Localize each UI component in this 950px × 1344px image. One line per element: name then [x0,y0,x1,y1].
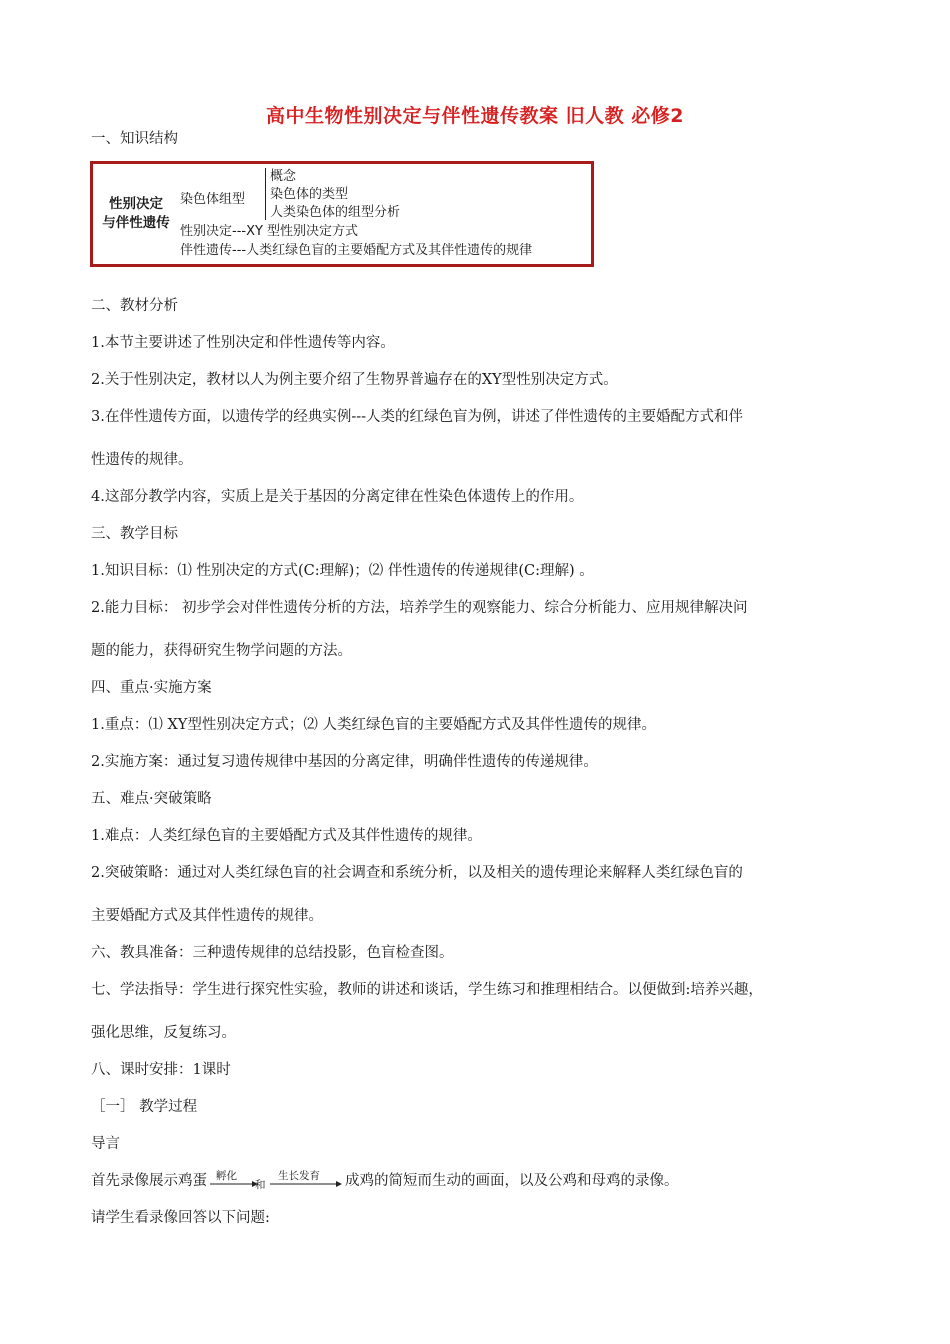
section-heading-teaching-aids: 六、教具准备：三种遗传规律的总结投影，色盲检查图。 [91,945,454,961]
intro-text-end: 成鸡的简短而生动的画面，以及公鸡和母鸡的录像。 [345,1173,679,1189]
diagram-row2: 性别决定---XY 型性别决定方式 [180,224,359,239]
paragraph: 2.能力目标： 初步学会对伴性遗传分析的方法，培养学生的观察能力、综合分析能力、应用规律解决问 [91,600,748,616]
paragraph: 2.关于性别决定，教材以人为例主要介绍了生物界普遍存在的XY型性别决定方式。 [91,372,618,388]
section-heading-key-points: 四、重点·实施方案 [91,680,212,696]
paragraph-question-prompt: 请学生看录像回答以下问题: [91,1210,270,1226]
diagram-row1-label: 染色体组型 [180,192,246,207]
section-heading-difficulties: 五、难点·突破策略 [91,791,212,807]
diagram-topic-line2: 与伴性遗传 [102,215,170,231]
section-heading-material-analysis: 二、教材分析 [91,298,178,314]
paragraph-continued: 强化思维，反复练习。 [91,1025,236,1041]
paragraph: 1.重点：⑴ XY型性别决定方式；⑵ 人类红绿色盲的主要婚配方式及其伴性遗传的规律。 [91,717,656,733]
section-heading-teaching-objectives: 三、教学目标 [91,526,178,542]
paragraph: 1.本节主要讲述了性别决定和伴性遗传等内容。 [91,335,395,351]
intro-text-start: 首先录像展示鸡蛋 [91,1173,207,1189]
paragraph-continued: 性遗传的规律。 [91,452,193,468]
diagram-item-concept: 概念 [270,169,297,184]
document-title: 高中生物性别决定与伴性遗传教案 旧人教 必修2 [266,105,684,127]
diagram-topic [93,164,179,264]
diagram-item-chromosome-types: 染色体的类型 [270,187,349,202]
paragraph-intro [91,1170,871,1192]
paragraph: 2.实施方案：通过复习遗传规律中基因的分离定律，明确伴性遗传的传递规律。 [91,754,598,770]
paragraph-continued: 题的能力，获得研究生物学问题的方法。 [91,643,352,659]
diagram-item-karyotype-analysis: 人类染色体的组型分析 [270,205,401,220]
subheading-teaching-process: ［一］ 教学过程 [91,1099,198,1115]
diagram-bracket [265,168,266,220]
diagram-row3: 伴性遗传---人类红绿色盲的主要婚配方式及其伴性遗传的规律 [180,243,533,258]
paragraph: 2.突破策略：通过对人类红绿色盲的社会调查和系统分析，以及相关的遗传理论来解释人类红绿色盲的 [91,865,743,881]
flow-label-hatch: 孵化 [216,1170,237,1182]
section-heading-study-guidance: 七、学法指导：学生进行探究性实验，教师的讲述和谈话，学生练习和推理相结合。以便做到:培养兴趣， [91,982,763,998]
paragraph: 1.难点：人类红绿色盲的主要婚配方式及其伴性遗传的规律。 [91,828,482,844]
knowledge-structure-diagram [90,161,594,267]
paragraph-continued: 主要婚配方式及其伴性遗传的规律。 [91,908,323,924]
paragraph: 1.知识目标：⑴ 性别决定的方式(C:理解)；⑵ 伴性遗传的传递规律(C:理解) 。 [91,563,594,579]
development-flow-diagram [208,1170,344,1192]
paragraph: 3.在伴性遗传方面，以遗传学的经典实例---人类的红绿色盲为例，讲述了伴性遗传的主要婚配方式和伴 [91,409,744,425]
paragraph: 4.这部分教学内容，实质上是关于基因的分离定律在性染色体遗传上的作用。 [91,489,584,505]
diagram-topic-line1: 性别决定 [109,196,163,212]
flow-label-growth: 生长发育 [278,1170,320,1182]
subheading-introduction: 导言 [91,1136,120,1152]
section-heading-schedule: 八、课时安排：1课时 [91,1062,231,1078]
flow-conjunction: 和 [255,1179,266,1191]
section-heading-knowledge-structure: 一、知识结构 [91,131,178,147]
